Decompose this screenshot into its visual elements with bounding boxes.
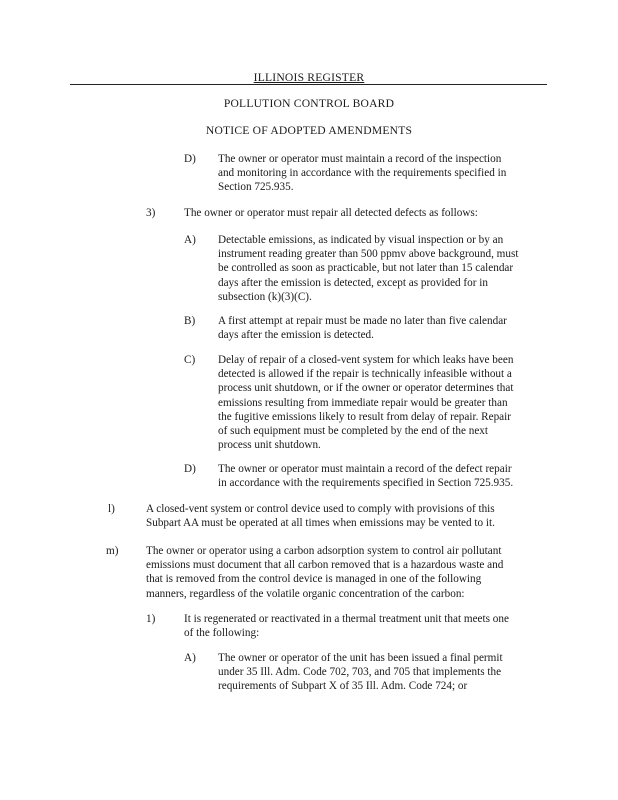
text-line: emissions resulting from immediate repair would be greater than [218, 396, 508, 409]
text-line: requirements of Subpart X of 35 Ill. Adm. Code 724; or [218, 680, 468, 693]
item-label-d1: D) [184, 153, 196, 165]
item-text-c [218, 353, 513, 452]
item-label-m: m) [106, 545, 119, 557]
text-line: The owner or operator using a carbon adsorption system to control air pollutant [146, 545, 502, 557]
item-label-1: 1) [146, 613, 156, 625]
item-text-a [218, 233, 518, 304]
text-line: Delay of repair of a closed-vent system for which leaks have been [218, 354, 514, 366]
item-text-l [146, 502, 495, 530]
text-line: The owner or operator must repair all detected defects as follows: [184, 207, 478, 219]
item-text-ma [218, 651, 503, 694]
text-line: and monitoring in accordance with the requirements specified in [218, 167, 507, 180]
text-line: It is regenerated or reactivated in a thermal treatment unit that meets one [184, 613, 509, 625]
text-line: The owner or operator of the unit has been issued a final permit [218, 652, 503, 664]
item-text-d2 [218, 462, 513, 490]
text-line: A first attempt at repair must be made no later than five calendar [218, 315, 507, 327]
header-rule [70, 84, 547, 85]
text-line: process unit shutdown, or if the owner or operator determines that [218, 382, 514, 395]
text-line: A closed-vent system or control device used to comply with provisions of this [146, 503, 495, 515]
text-line: process unit shutdown. [218, 439, 321, 452]
text-line: of the following: [184, 627, 260, 640]
item-label-c: C) [184, 354, 196, 366]
text-line: Detectable emissions, as indicated by visual inspection or by an [218, 234, 504, 246]
item-text-d1 [218, 152, 506, 195]
item-label-d2: D) [184, 463, 196, 475]
item-label-l: l) [108, 503, 115, 515]
item-text-m [146, 544, 503, 601]
item-label-b: B) [184, 315, 196, 327]
item-text-b [218, 314, 507, 342]
text-line: The owner or operator must maintain a record of the defect repair [218, 463, 512, 475]
text-line: be controlled as soon as practicable, but not later than 15 calendar [218, 262, 514, 275]
item-text-1 [184, 612, 509, 640]
item-label-3: 3) [146, 207, 156, 219]
text-line: manners, regardless of the volatile organic concentration of the carbon: [146, 587, 465, 600]
item-label-a: A) [184, 234, 196, 246]
item-text-3 [184, 206, 478, 220]
text-line: detected is allowed if the repair is technically infeasible without a [218, 368, 512, 381]
register-title: ILLINOIS REGISTER [253, 71, 365, 84]
text-line: The owner or operator must maintain a record of the inspection [218, 153, 502, 165]
text-line: under 35 Ill. Adm. Code 702, 703, and 705 that implements the [218, 666, 502, 679]
board-title: POLLUTION CONTROL BOARD [223, 97, 395, 110]
text-line: in accordance with the requirements specified in Section 725.935. [218, 477, 514, 490]
text-line: Subpart AA must be operated at all times when emissions may be vented to it. [146, 517, 495, 530]
text-line: that is removed from the control device is managed in one of the following [146, 573, 482, 586]
text-line: of such equipment must be completed by the end of the next [218, 425, 488, 438]
text-line: the fugitive emissions likely to result from delay of repair. Repair [218, 410, 511, 423]
text-line: emissions must document that all carbon removed that is a hazardous waste and [146, 559, 504, 572]
text-line: instrument reading greater than 500 ppmv above background, must [218, 248, 519, 261]
text-line: Section 725.935. [218, 181, 294, 194]
text-line: subsection (k)(3)(C). [218, 290, 312, 303]
text-line: days after the emission is detected, except as provided for in [218, 276, 488, 289]
text-line: days after the emission is detected. [218, 329, 374, 342]
notice-title: NOTICE OF ADOPTED AMENDMENTS [205, 124, 413, 137]
item-label-ma: A) [184, 652, 196, 664]
